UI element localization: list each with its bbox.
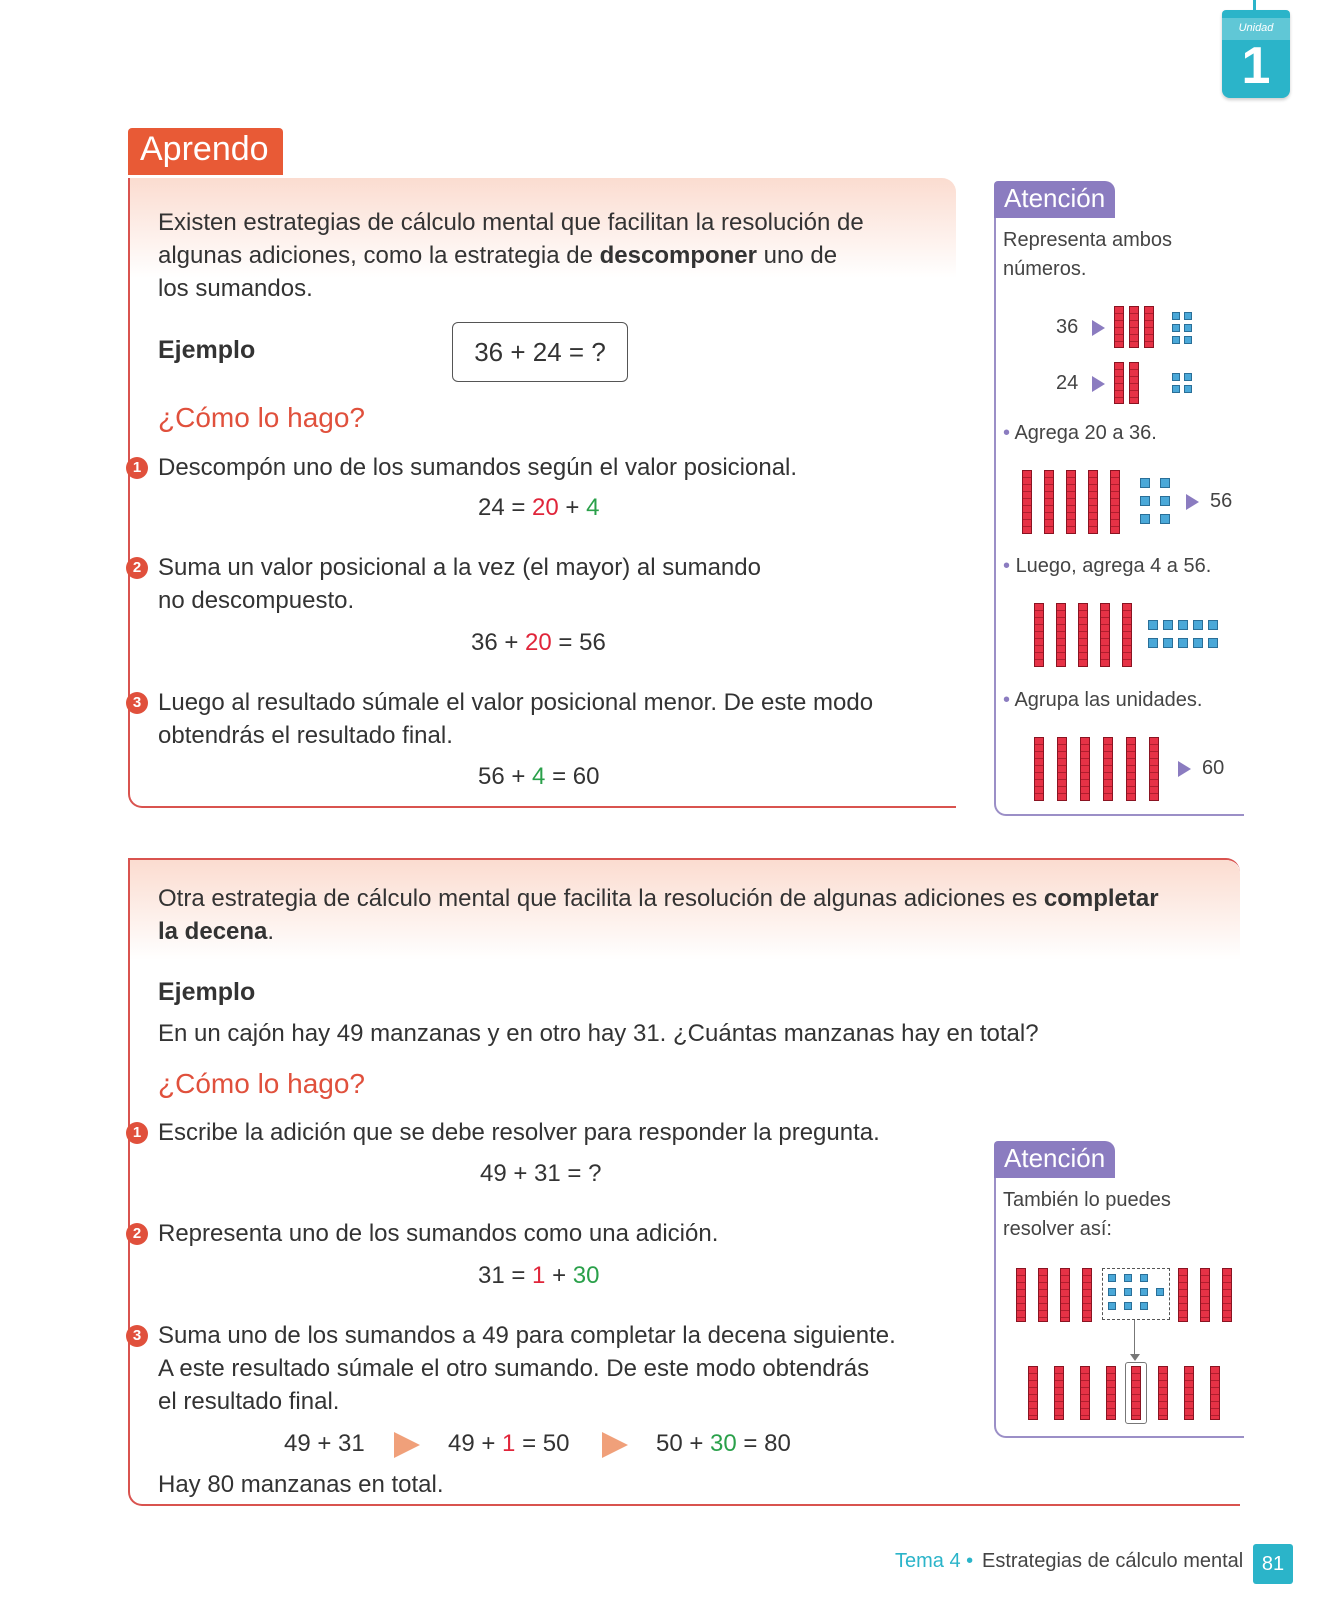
section2-step-2-number: 2 [126,1223,148,1245]
ten-rod [1022,470,1032,534]
unit-cube [1163,638,1173,648]
unit-cube [1184,336,1192,344]
section2-howto-heading: ¿Cómo lo hago? [158,1068,366,1099]
unit-cube [1156,1288,1164,1296]
learn-intro-line1: Existen estrategias de cálculo mental que facilitan la resolución de [158,209,864,236]
learn-intro-keyword: descomponer [599,242,757,269]
step-2-text-line2: no descompuesto. [158,587,355,614]
unit-label: Unidad [1238,22,1274,34]
unit-cube [1140,478,1150,488]
unit-cube [1140,1288,1148,1296]
example-expression-box: 36 + 24 = ? [452,322,628,382]
section2-step-2-text: Representa uno de los sumandos como una adición. [158,1220,719,1247]
learn-tag: Aprendo [128,128,283,175]
attention-1-tag: Atención [994,181,1115,218]
ten-rod [1178,1268,1188,1322]
eq-part: 50 + [656,1430,711,1457]
ten-rod [1114,306,1124,348]
eq-part: = 56 [551,629,606,656]
down-arrow-line [1134,1320,1135,1358]
bullet-dot: • [1003,422,1015,444]
unit-cube [1140,496,1150,506]
unit-cube [1184,324,1192,332]
ten-rod [1057,737,1067,801]
arrow-right-icon [1178,761,1191,777]
eq-tens: 20 [525,629,552,656]
ten-rod [1144,306,1154,348]
unit-cube [1160,514,1170,524]
result-60: 60 [1202,757,1225,779]
eq-units: 1 [532,1262,546,1289]
unit-cube [1193,620,1203,630]
ten-rod [1184,1366,1194,1420]
unit-cube [1184,312,1192,320]
section2-intro-keyword: completar [1043,885,1159,912]
unit-cube [1208,638,1218,648]
unit-cube [1184,385,1192,393]
attention-2-text-line1: También lo puedes [1003,1189,1171,1211]
unit-cube [1178,638,1188,648]
ten-rod [1114,362,1124,404]
ten-rod [1149,737,1159,801]
ten-rod [1066,470,1076,534]
equation-add-tens [471,629,606,657]
bullet-text: Luego, agrega 4 a 56. [1015,555,1212,577]
section2-intro-start: Otra estrategia de cálculo mental que facilita la resolución de algunas adiciones es [158,885,1044,912]
eq-units: 4 [532,763,546,790]
unit-cube [1172,336,1180,344]
number-24: 24 [1056,372,1079,394]
chain-part-3 [656,1430,791,1458]
step-1-number: 1 [126,457,148,479]
ten-rod [1110,470,1120,534]
ten-rod [1080,1366,1090,1420]
eq-units: 4 [586,494,600,521]
ten-rod [1060,1268,1070,1322]
unit-cube [1178,620,1188,630]
footer-title: Estrategias de cálculo mental [982,1550,1244,1572]
eq-part: = 50 [515,1430,570,1457]
arrow-right-icon [1092,376,1105,392]
ten-rod [1028,1366,1038,1420]
section2-step-1-text: Escribe la adición que se debe resolver para responder la pregunta. [158,1119,880,1146]
bullet-text: Agrega 20 a 36. [1014,422,1157,444]
eq-tens: 20 [532,494,559,521]
eq-part: = 60 [545,763,600,790]
unit-cube [1208,620,1218,630]
ten-rod [1016,1268,1026,1322]
ten-rod [1126,737,1136,801]
eq-units: 1 [502,1430,516,1457]
unit-cube [1140,514,1150,524]
ten-rod [1034,737,1044,801]
ten-rod [1100,603,1110,667]
footer-topic: Tema 4 • [895,1550,974,1572]
section2-step-3-text-line1: Suma uno de los sumandos a 49 para completar la decena siguiente. [158,1322,896,1349]
learn-intro-line2 [158,239,837,272]
ten-rod [1080,737,1090,801]
attention-1-bullet-1 [1003,422,1157,445]
unit-cube [1148,620,1158,630]
ten-rod [1054,1366,1064,1420]
attention-1-bullet-3 [1003,689,1202,712]
unit-cube [1172,385,1180,393]
unit-cube [1124,1288,1132,1296]
unit-cube [1148,638,1158,648]
unit-cube [1163,620,1173,630]
unit-cube [1124,1302,1132,1310]
example-label: Ejemplo [158,336,256,364]
number-36: 36 [1056,316,1079,338]
equation-decompose [478,494,599,522]
ten-rod [1131,1366,1141,1420]
unit-cube [1108,1288,1116,1296]
unit-cube [1108,1274,1116,1282]
ten-rod [1210,1366,1220,1420]
eq-part: + [558,494,587,521]
arrow-right-icon [394,1432,420,1458]
eq-part: 24 = [478,494,533,521]
eq-tens: 30 [710,1430,737,1457]
chain-part-1: 49 + 31 [284,1430,365,1457]
ten-rod [1082,1268,1092,1322]
section2-step-3-text-line2: A este resultado súmale el otro sumando. De este modo obtendrás [158,1355,870,1382]
unit-cube [1160,496,1170,506]
section2-intro-line1 [158,882,1159,915]
unit-cube [1184,373,1192,381]
eq-part: 31 = [478,1262,533,1289]
unit-cube [1124,1274,1132,1282]
eq-part: + [545,1262,573,1289]
howto-heading: ¿Cómo lo hago? [158,402,366,433]
ten-rod [1122,603,1132,667]
step-3-text-line2: obtendrás el resultado final. [158,722,453,749]
arrow-right-icon [1186,494,1199,510]
eq-part: = 80 [736,1430,791,1457]
unit-cube [1140,1274,1148,1282]
eq-tens: 30 [572,1262,600,1289]
section2-conclusion: Hay 80 manzanas en total. [158,1471,444,1498]
arrow-right-icon [1092,320,1105,336]
unit-tab-pin [1253,0,1256,16]
step-2-text-line1: Suma un valor posicional a la vez (el mayor) al sumando [158,554,761,581]
eq-part: 49 + [448,1430,503,1457]
ten-rod [1158,1366,1168,1420]
section2-intro-line2 [158,915,274,948]
chain-part-2 [448,1430,569,1458]
ten-rod [1056,603,1066,667]
section2-intro-keyword-end: la decena [158,918,268,945]
step-2-number: 2 [126,557,148,579]
learn-intro-line2-start: algunas adiciones, como la estrategia de [158,242,600,269]
section2-step-3-number: 3 [126,1325,148,1347]
bullet-text: Agrupa las unidades. [1014,689,1203,711]
ten-rod [1103,737,1113,801]
unit-number: 1 [1241,37,1271,95]
ten-rod [1129,362,1139,404]
bullet-dot: • [1003,689,1015,711]
section2-example-text: En un cajón hay 49 manzanas y en otro hay 31. ¿Cuántas manzanas hay en total? [158,1020,1039,1047]
unit-cube [1140,1302,1148,1310]
down-arrow-icon [1130,1354,1140,1361]
section2-step-3-text-line3: el resultado final. [158,1388,340,1415]
unit-tab [1222,10,1290,98]
ten-rod [1044,470,1054,534]
unit-cube [1193,638,1203,648]
bullet-dot: • [1003,555,1016,577]
learn-intro-line3: los sumandos. [158,275,313,302]
attention-1-bullet-2 [1003,555,1211,578]
arrow-right-icon [602,1432,628,1458]
ten-rod [1222,1268,1232,1322]
ten-rod [1034,603,1044,667]
step-3-text-line1: Luego al resultado súmale el valor posicional menor. De este modo [158,689,874,716]
section2-example-label: Ejemplo [158,978,256,1006]
ten-rod [1078,603,1088,667]
eq-part: 36 + [471,629,526,656]
unit-cube [1108,1302,1116,1310]
unit-cube [1172,373,1180,381]
ten-rod [1088,470,1098,534]
section2-equation-2 [478,1262,599,1290]
section2-intro-period: . [267,918,275,945]
step-1-text: Descompón uno de los sumandos según el valor posicional. [158,454,798,481]
section2-equation-1: 49 + 31 = ? [480,1160,602,1187]
ten-rod [1038,1268,1048,1322]
ten-rod [1106,1366,1116,1420]
learn-intro-line2-end: uno de [756,242,838,269]
result-56: 56 [1210,490,1233,512]
equation-add-units [478,763,599,791]
unit-cube [1172,324,1180,332]
page-number: 81 [1253,1544,1293,1584]
ten-rod [1200,1268,1210,1322]
attention-1-text-line1: Representa ambos [1003,229,1172,251]
section2-step-1-number: 1 [126,1122,148,1144]
step-3-number: 3 [126,692,148,714]
unit-cube [1172,312,1180,320]
unit-cube [1160,478,1170,488]
attention-2-tag: Atención [994,1141,1115,1178]
eq-part: 56 + [478,763,533,790]
attention-2-text-line2: resolver así: [1003,1218,1112,1240]
ten-rod [1129,306,1139,348]
attention-1-text-line2: números. [1003,258,1087,280]
